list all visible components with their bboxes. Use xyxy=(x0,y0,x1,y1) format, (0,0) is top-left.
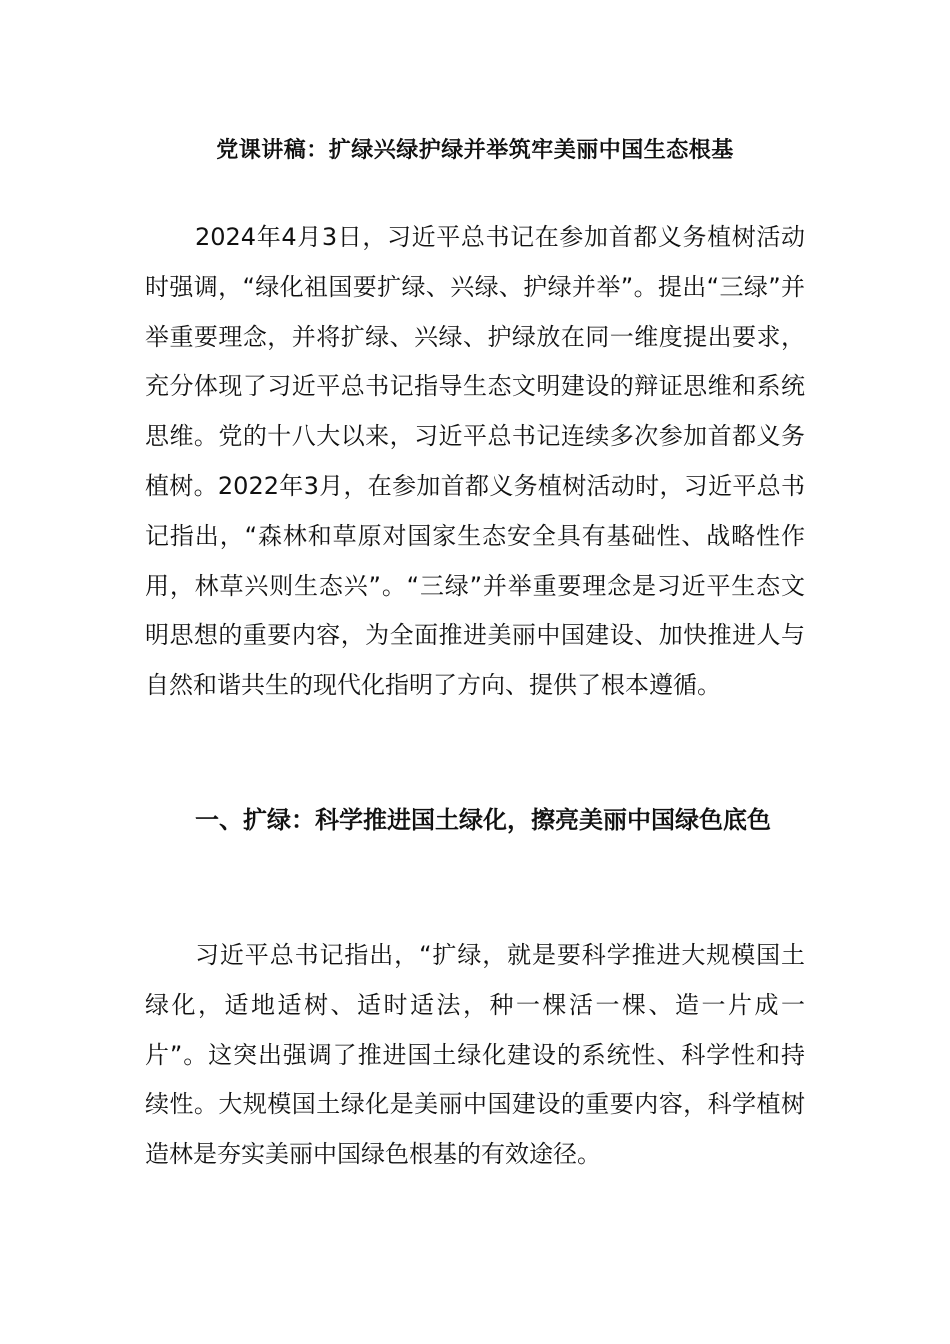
paragraph-section-1: 习近平总书记指出，“扩绿，就是要科学推进大规模国土绿化，适地适树、适时适法，种一棵活一棵、造一片成一片”。这突出强调了推进国土绿化建设的系统性、科学性和持续性。大规模国土绿化是美丽中国建设的重要内容，科学植树造林是夯实美丽中国绿色根基的有效途径。 xyxy=(145,941,805,1169)
document-title: 党课讲稿：扩绿兴绿护绿并举筑牢美丽中国生态根基 xyxy=(216,138,734,163)
section-heading-1: 一、扩绿：科学推进国土绿化，擦亮美丽中国绿色底色 xyxy=(195,806,771,834)
paragraph-intro: 2024年4月3日，习近平总书记在参加首都义务植树活动时强调，“绿化祖国要扩绿、兴绿、护绿并举”。提出“三绿”并举重要理念，并将扩绿、兴绿、护绿放在同一维度提出要求，充分体现了习近平总书记指导生态文明建设的辩证思维和系统思维。党的十八大以来，习近平总书记连续多次参加首都义务植树。2022年3月，在参加首都义务植树活动时，习近平总书记指出，“森林和草原对国家生态安全具有基础性、战略性作用，林草兴则生态兴”。“三绿”并举重要理念是习近平生态文明思想的重要内容，为全面推进美丽中国建设、加快推进人与自然和谐共生的现代化指明了方向、提供了根本遵循。 xyxy=(145,223,805,700)
